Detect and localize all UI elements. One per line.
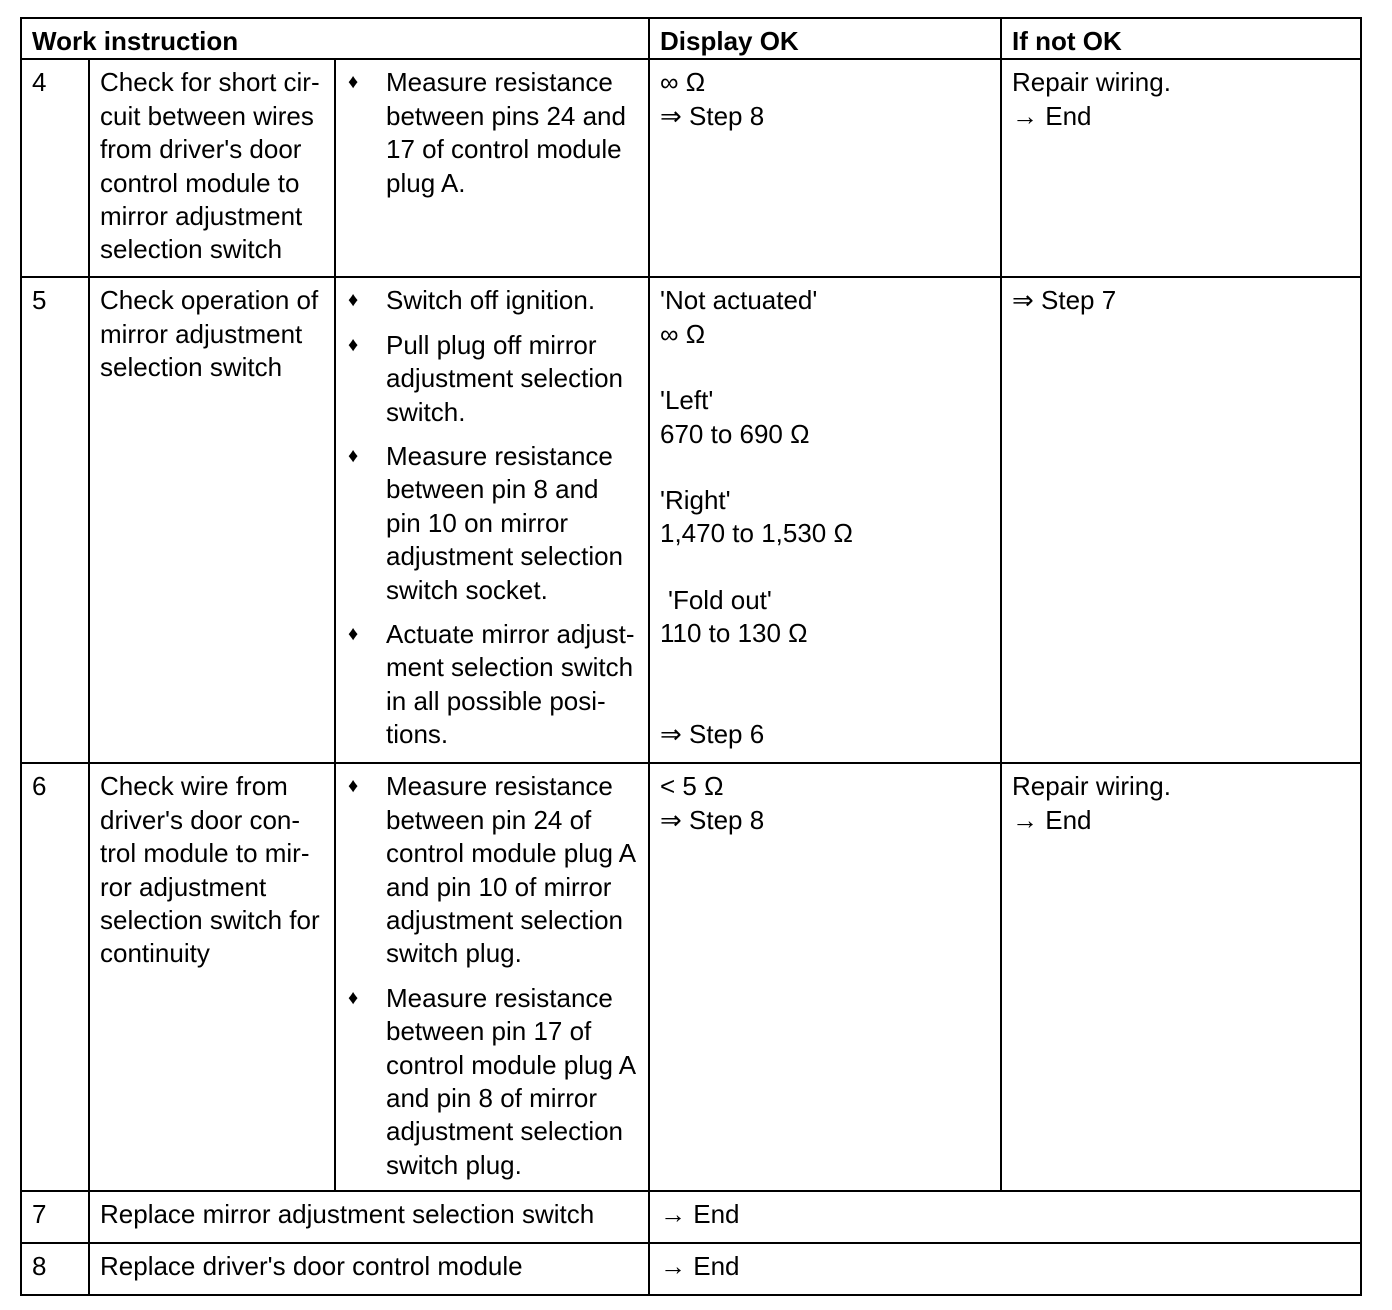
action-item <box>346 982 638 1182</box>
diamond-bullet-icon: ♦ <box>348 71 359 94</box>
not-ok-action: Repair wiring. <box>1012 771 1171 802</box>
fold-out-label: 'Fold out' <box>668 584 772 615</box>
action-item <box>346 440 638 607</box>
table-row-step-8 <box>21 1243 1361 1295</box>
diamond-bullet-icon: ♦ <box>348 445 359 468</box>
action-text: Switch off ignition. <box>386 285 596 316</box>
not-ok-action: Repair wiring. <box>1012 67 1171 98</box>
action-item <box>346 618 638 752</box>
diamond-bullet-icon: ♦ <box>348 986 359 1009</box>
table-header-row <box>21 18 1361 59</box>
step-description: Replace driver's door control module <box>89 1243 649 1295</box>
action-text: Measure resistance between pin 17 of control module plug A and pin 8 of mirror adjustment selection switch plug. <box>386 982 635 1180</box>
not-ok-next: → End <box>1012 804 1092 835</box>
step-description: Replace mirror adjustment selection switch <box>89 1191 649 1243</box>
not-actuated-value: ∞ Ω <box>660 318 706 349</box>
work-instruction-table <box>20 17 1362 1296</box>
action-text: Measure resistance between pins 24 and 17 of control module plug A. <box>386 67 626 198</box>
step-actions <box>335 277 649 763</box>
step-description: Check for short cir-cuit between wires from driver's door control module to mirror adjustment selection switch <box>89 59 335 277</box>
not-ok-cell <box>1001 277 1361 763</box>
display-ok-cell <box>649 763 1001 1191</box>
table-row-step-4 <box>21 59 1361 277</box>
not-ok-cell <box>1001 763 1361 1191</box>
left-value: 670 to 690 Ω <box>660 418 810 449</box>
action-text: Measure resistance between pin 8 and pin 10 on mirror adjustment selection switch socket. <box>386 441 624 605</box>
step-result: → End <box>649 1191 1361 1243</box>
step-actions <box>335 59 649 277</box>
not-actuated-label: 'Not actuated' <box>660 285 818 316</box>
not-ok-next: ⇒ Step 7 <box>1012 285 1117 316</box>
action-text: Actuate mirror adjust-ment selection switch in all possible posi-tions. <box>386 619 635 750</box>
step-actions <box>335 763 649 1191</box>
left-label: 'Left' <box>660 385 714 416</box>
right-value: 1,470 to 1,530 Ω <box>660 518 853 549</box>
display-ok-value: ∞ Ω <box>660 67 706 98</box>
display-ok-cell <box>649 59 1001 277</box>
action-item <box>346 284 638 317</box>
header-work-instruction: Work instruction <box>21 18 649 59</box>
table-row-step-6 <box>21 763 1361 1191</box>
fold-out-value: 110 to 130 Ω <box>660 618 808 649</box>
action-item <box>346 66 638 200</box>
display-ok-next-step: ⇒ Step 8 <box>660 804 765 835</box>
diamond-bullet-icon: ♦ <box>348 623 359 646</box>
step-number: 5 <box>21 277 89 763</box>
action-item <box>346 770 638 970</box>
step-number: 8 <box>21 1243 89 1295</box>
display-ok-cell <box>649 277 1001 763</box>
display-ok-next-step: ⇒ Step 6 <box>660 718 765 749</box>
step-number: 7 <box>21 1191 89 1243</box>
action-item <box>346 329 638 429</box>
display-ok-value: < 5 Ω <box>660 771 724 802</box>
diamond-bullet-icon: ♦ <box>348 289 359 312</box>
header-if-not-ok: If not OK <box>1001 18 1361 59</box>
step-number: 4 <box>21 59 89 277</box>
step-description: Check operation of mirror adjustment selection switch <box>89 277 335 763</box>
diamond-bullet-icon: ♦ <box>348 775 359 798</box>
table-row-step-7 <box>21 1191 1361 1243</box>
step-result: → End <box>649 1243 1361 1295</box>
action-text: Measure resistance between pin 24 of control module plug A and pin 10 of mirror adjustment selection switch plug. <box>386 771 635 969</box>
action-text: Pull plug off mirror adjustment selection switch. <box>386 329 624 427</box>
header-display-ok: Display OK <box>649 18 1001 59</box>
not-ok-next: → End <box>1012 100 1092 131</box>
step-number: 6 <box>21 763 89 1191</box>
diamond-bullet-icon: ♦ <box>348 333 359 356</box>
step-description: Check wire from driver's door con-trol module to mir-ror adjustment selection switch for continuity <box>89 763 335 1191</box>
display-ok-next-step: ⇒ Step 8 <box>660 100 765 131</box>
not-ok-cell <box>1001 59 1361 277</box>
right-label: 'Right' <box>660 485 731 516</box>
table-row-step-5 <box>21 277 1361 763</box>
